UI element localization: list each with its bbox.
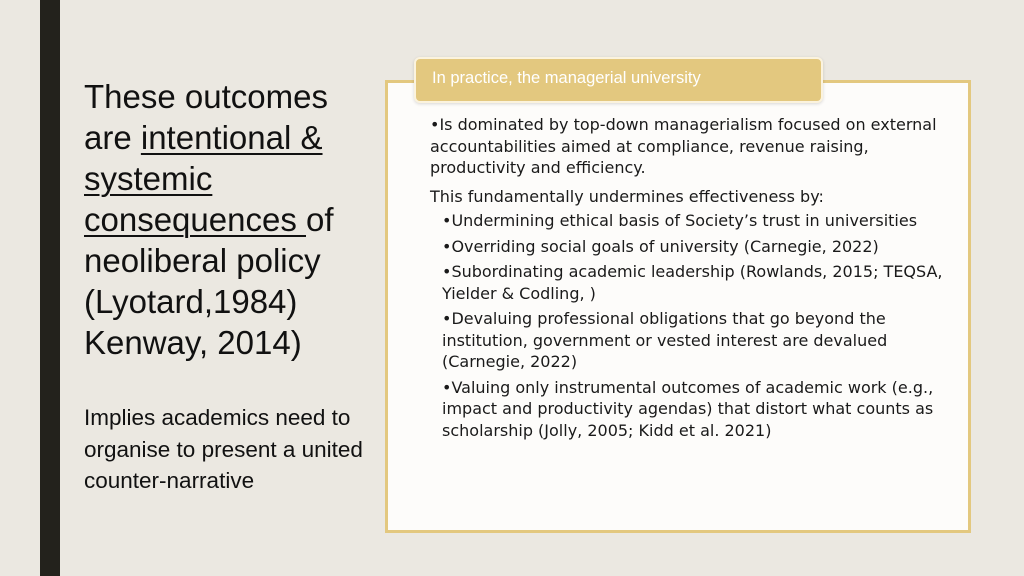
list-item: •Subordinating academic leadership (Rowlands, 2015; TEQSA, Yielder & Codling, ) bbox=[442, 262, 943, 303]
heading-underlined-phrase: intentional & systemic consequences bbox=[84, 119, 323, 238]
content-box-body bbox=[430, 114, 950, 445]
heading-part-1: These outcomes are bbox=[84, 78, 328, 156]
slide-subtext: Implies academics need to organise to present a united counter-narrative bbox=[84, 405, 363, 493]
list-item: •Devaluing professional obligations that go beyond the institution, government or vested interest are devalued (Carnegie, 2022) bbox=[442, 309, 888, 371]
list-item: •Undermining ethical basis of Society’s trust in universities bbox=[442, 211, 918, 230]
list-item: •Valuing only instrumental outcomes of academic work (e.g., impact and productivity agendas) that distort what counts as scholarship (Jolly, 2005; Kidd et al. 2021) bbox=[442, 377, 934, 440]
left-accent-bar bbox=[40, 0, 60, 576]
heading-part-2: of neoliberal policy (Lyotard,1984) Kenway, 2014) bbox=[84, 201, 334, 361]
list-item: •Overriding social goals of university (Carnegie, 2022) bbox=[442, 236, 879, 256]
content-box-title: In practice, the managerial university bbox=[414, 57, 823, 103]
slide-heading bbox=[84, 76, 374, 363]
framing-statement: This fundamentally undermines effectiveness by: bbox=[430, 186, 824, 206]
intro-bullet: •Is dominated by top-down managerialism focused on external accountabilities aimed at compliance, revenue raising, productivity and efficiency. bbox=[430, 115, 937, 177]
